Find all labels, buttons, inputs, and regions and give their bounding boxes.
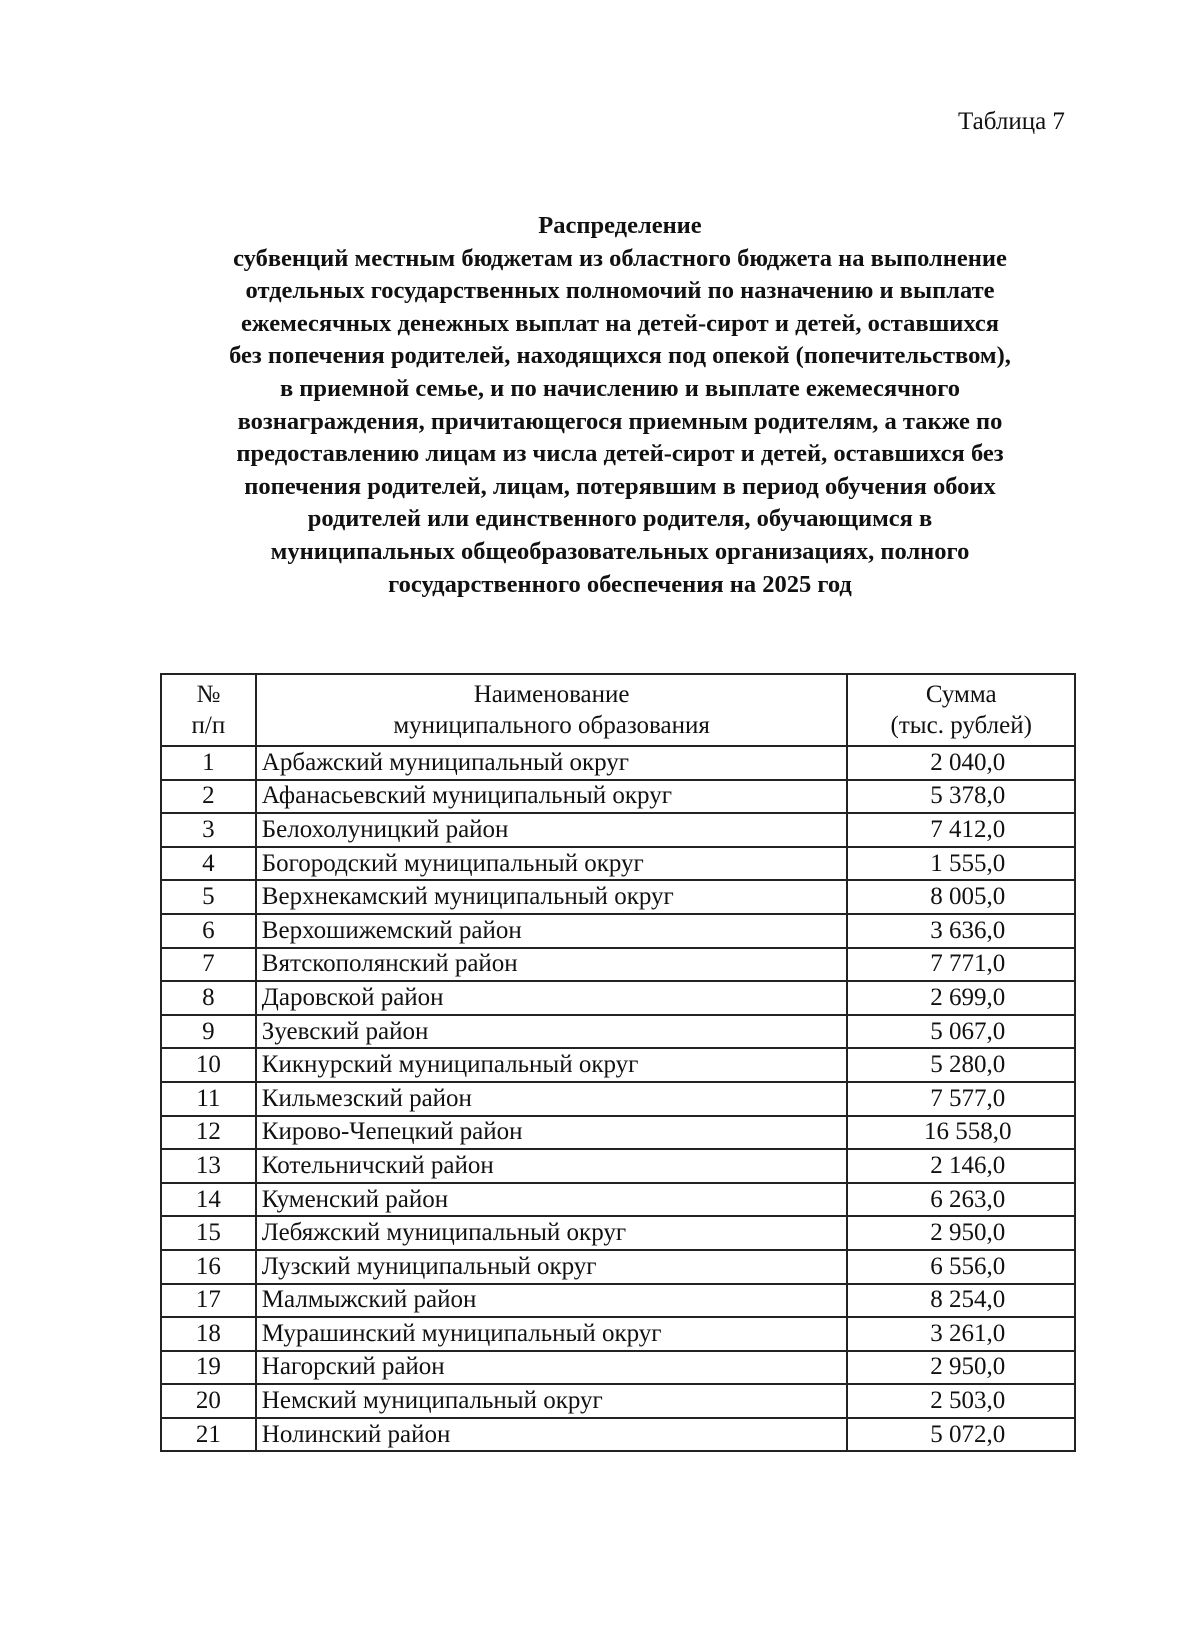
row-name: Кикнурский муниципальный округ xyxy=(256,1048,848,1082)
row-amount: 7 771,0 xyxy=(847,948,1075,982)
row-name: Верхошижемский район xyxy=(256,914,848,948)
heading-line: в приемной семье, и по начислению и выплате ежемесячного xyxy=(279,374,961,402)
row-number: 16 xyxy=(161,1250,256,1284)
table-header-row xyxy=(161,674,1075,746)
heading-line: родителей или единственного родителя, обучающимся в xyxy=(307,505,933,533)
row-number: 10 xyxy=(161,1048,256,1082)
table-row xyxy=(161,914,1075,948)
row-name: Лузский муниципальный округ xyxy=(256,1250,848,1284)
row-amount: 7 412,0 xyxy=(847,813,1075,847)
row-amount: 5 280,0 xyxy=(847,1048,1075,1082)
heading-line: предоставлению лицам из числа детей-сирот и детей, оставшихся без xyxy=(236,440,1004,468)
row-amount: 5 378,0 xyxy=(847,780,1075,814)
table-row xyxy=(161,847,1075,881)
table-row xyxy=(161,1149,1075,1183)
row-amount: 8 005,0 xyxy=(847,880,1075,914)
row-amount: 8 254,0 xyxy=(847,1284,1075,1318)
row-name: Нолинский район xyxy=(256,1418,848,1452)
row-name: Даровской район xyxy=(256,981,848,1015)
row-number: 17 xyxy=(161,1284,256,1318)
table-row xyxy=(161,1317,1075,1351)
row-name: Мурашинский муниципальный округ xyxy=(256,1317,848,1351)
row-name: Зуевский район xyxy=(256,1015,848,1049)
row-amount: 1 555,0 xyxy=(847,847,1075,881)
row-amount: 2 503,0 xyxy=(847,1384,1075,1418)
row-amount: 3 261,0 xyxy=(847,1317,1075,1351)
row-number: 7 xyxy=(161,948,256,982)
table-label: Таблица 7 xyxy=(958,108,1065,135)
row-name: Малмыжский район xyxy=(256,1284,848,1318)
row-name: Афанасьевский муниципальный округ xyxy=(256,780,848,814)
heading-line: вознаграждения, причитающегося приемным родителям, а также по xyxy=(237,407,1003,435)
row-amount: 6 263,0 xyxy=(847,1183,1075,1217)
heading-line: попечения родителей, лицам, потерявшим в период обучения обоих xyxy=(244,472,996,500)
row-name: Верхнекамский муниципальный округ xyxy=(256,880,848,914)
row-number: 18 xyxy=(161,1317,256,1351)
table-row xyxy=(161,1384,1075,1418)
row-name: Вятскополянский район xyxy=(256,948,848,982)
row-name: Куменский район xyxy=(256,1183,848,1217)
row-amount: 5 067,0 xyxy=(847,1015,1075,1049)
row-amount: 6 556,0 xyxy=(847,1250,1075,1284)
heading-line: государственного обеспечения на 2025 год xyxy=(388,570,852,598)
row-number: 9 xyxy=(161,1015,256,1049)
row-number: 20 xyxy=(161,1384,256,1418)
row-number: 11 xyxy=(161,1082,256,1116)
table-row xyxy=(161,780,1075,814)
table-row xyxy=(161,813,1075,847)
row-number: 8 xyxy=(161,981,256,1015)
row-number: 4 xyxy=(161,847,256,881)
row-amount: 16 558,0 xyxy=(847,1116,1075,1150)
row-number: 21 xyxy=(161,1418,256,1452)
heading-title: Распределение xyxy=(538,212,702,239)
table-row xyxy=(161,1284,1075,1318)
row-amount: 2 146,0 xyxy=(847,1149,1075,1183)
table-row xyxy=(161,1116,1075,1150)
table-row xyxy=(161,1183,1075,1217)
heading-line: без попечения родителей, находящихся под опекой (попечительством), xyxy=(229,342,1011,370)
table-row xyxy=(161,746,1075,780)
table-row xyxy=(161,981,1075,1015)
table-row xyxy=(161,1418,1075,1452)
table-row xyxy=(161,1250,1075,1284)
row-name: Белохолуницкий район xyxy=(256,813,848,847)
table-row xyxy=(161,1015,1075,1049)
row-name: Арбажский муниципальный округ xyxy=(256,746,848,780)
heading-line: субвенций местным бюджетам из областного бюджета на выполнение xyxy=(233,244,1007,272)
document-heading xyxy=(150,210,1090,601)
row-name: Котельничский район xyxy=(256,1149,848,1183)
row-name: Немский муниципальный округ xyxy=(256,1384,848,1418)
row-number: 3 xyxy=(161,813,256,847)
row-amount: 2 040,0 xyxy=(847,746,1075,780)
subsidy-table xyxy=(160,673,1076,1452)
header-amount: Сумма (тыс. рублей) xyxy=(847,674,1075,746)
row-number: 13 xyxy=(161,1149,256,1183)
row-number: 14 xyxy=(161,1183,256,1217)
row-name: Нагорский район xyxy=(256,1351,848,1385)
row-number: 6 xyxy=(161,914,256,948)
row-number: 1 xyxy=(161,746,256,780)
row-name: Богородский муниципальный округ xyxy=(256,847,848,881)
table-row xyxy=(161,948,1075,982)
row-amount: 2 950,0 xyxy=(847,1351,1075,1385)
heading-line: муниципальных общеобразовательных организациях, полного xyxy=(270,537,970,565)
row-amount: 3 636,0 xyxy=(847,914,1075,948)
row-number: 2 xyxy=(161,780,256,814)
heading-line: ежемесячных денежных выплат на детей-сирот и детей, оставшихся xyxy=(240,309,1000,337)
row-name: Кильмезский район xyxy=(256,1082,848,1116)
table-row xyxy=(161,1082,1075,1116)
row-amount: 2 950,0 xyxy=(847,1216,1075,1250)
heading-line: отдельных государственных полномочий по назначению и выплате xyxy=(245,277,995,305)
row-number: 5 xyxy=(161,880,256,914)
table-row xyxy=(161,1351,1075,1385)
row-amount: 5 072,0 xyxy=(847,1418,1075,1452)
header-name: Наименование муниципального образования xyxy=(256,674,848,746)
row-name: Лебяжский муниципальный округ xyxy=(256,1216,848,1250)
row-amount: 7 577,0 xyxy=(847,1082,1075,1116)
table-row xyxy=(161,1048,1075,1082)
row-number: 12 xyxy=(161,1116,256,1150)
table-row xyxy=(161,880,1075,914)
table-row xyxy=(161,1216,1075,1250)
row-number: 15 xyxy=(161,1216,256,1250)
row-amount: 2 699,0 xyxy=(847,981,1075,1015)
row-number: 19 xyxy=(161,1351,256,1385)
header-num: № п/п xyxy=(161,674,256,746)
row-name: Кирово-Чепецкий район xyxy=(256,1116,848,1150)
